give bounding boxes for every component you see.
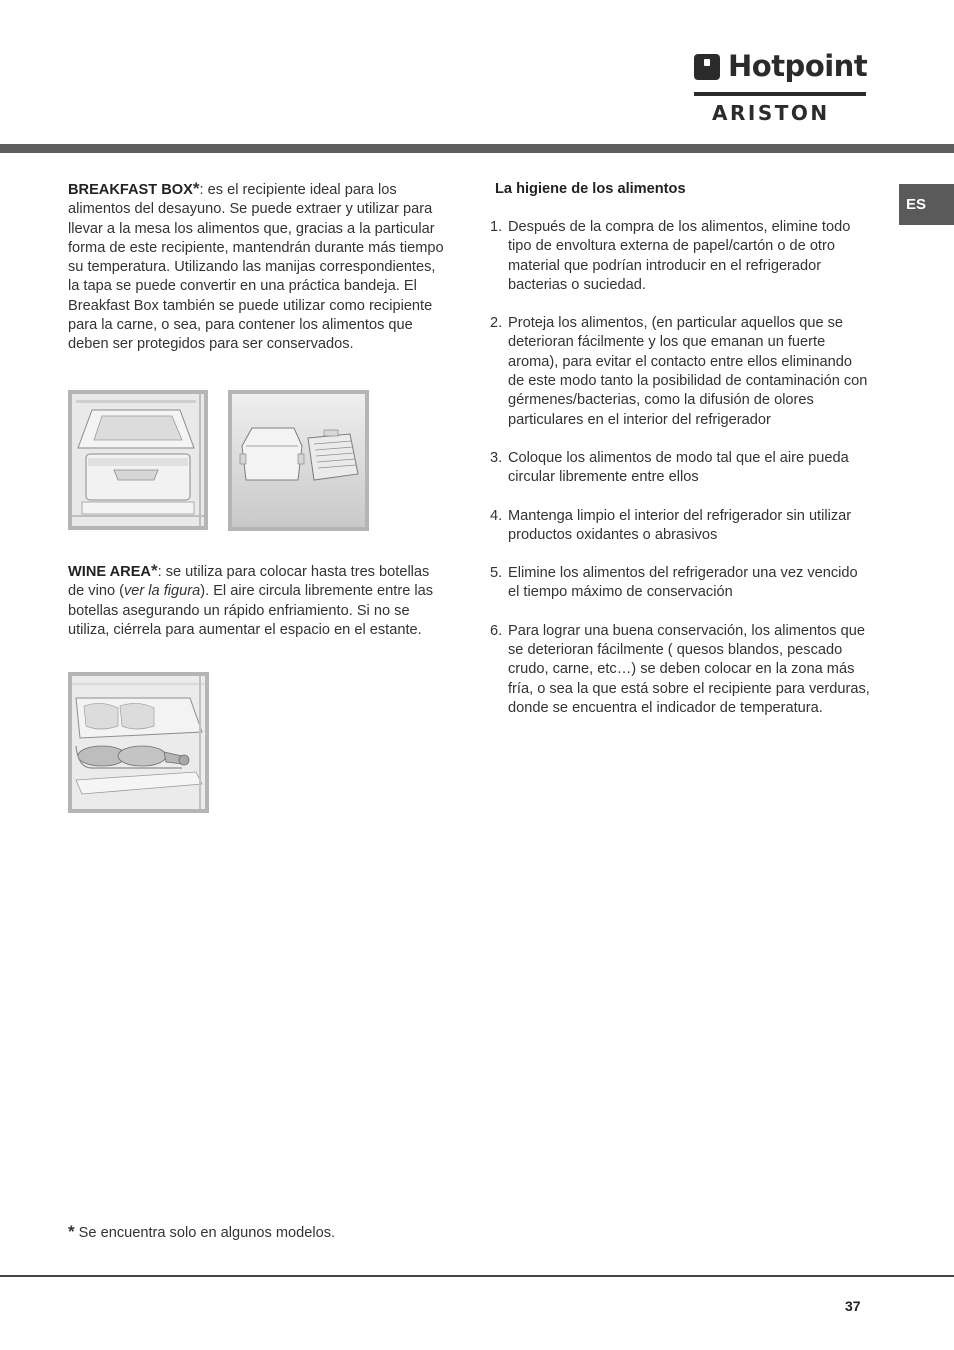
- list-item-text: Después de la compra de los alimentos, elimine todo tipo de envoltura externa de papel/cartón o de otro material que podrían introducir en el refrigerador bacterias o suciedad.: [508, 219, 851, 293]
- list-item-number: 4.: [490, 507, 503, 524]
- wine-area-text-before: : se utiliza para colocar hasta tres botellas de vino (: [68, 564, 430, 600]
- list-item-number: 3.: [490, 449, 503, 466]
- list-item: [490, 622, 870, 718]
- wine-area-paragraph: [68, 561, 448, 640]
- logo-rule: [694, 92, 866, 96]
- breakfast-box-figure: [68, 390, 208, 530]
- breakfast-box-title: BREAKFAST BOX: [68, 182, 193, 198]
- logo-subbrand: ARISTON: [712, 101, 830, 125]
- list-item: [490, 314, 870, 430]
- list-item-number: 2.: [490, 315, 503, 332]
- list-item-text: Para lograr una buena conservación, los alimentos que se deterioran fácilmente ( quesos blandos, pescado crudo, carne, etc…) se deben colocar en la zona más fría, o sea la que está sobre el recipiente para verduras, donde se encuentra el indicador de temperatura.: [508, 622, 870, 716]
- asterisk-mark: *: [150, 561, 158, 580]
- language-tab: ES: [899, 184, 954, 225]
- wine-area-text-after: ). El aire circula libremente entre las botellas asegurando un rápido enfriamiento. Si no se utiliza, ciérrela para aumentar el espacio en el estante.: [68, 583, 434, 638]
- list-item: [490, 218, 870, 295]
- asterisk-mark: *: [68, 1222, 75, 1241]
- list-item: [490, 564, 870, 603]
- page-number: 37: [845, 1298, 861, 1314]
- hygiene-list: [490, 218, 870, 718]
- list-item-text: Proteja los alimentos, (en particular aquellos que se deterioran fácilmente y los que emanan un fuerte aroma), para evitar el contacto entre ellos eliminando de este modo tanto la posibilidad de contaminación con gérmenes/bacterias, como la difusión de olores particulares en el interior del refrigerador: [508, 315, 868, 428]
- list-item-number: 5.: [490, 565, 503, 582]
- right-column: [490, 180, 870, 718]
- list-item-text: Elimine los alimentos del refrigerador una vez vencido el tiempo máximo de conservación: [508, 565, 858, 601]
- list-item: [490, 449, 870, 488]
- wine-area-title: WINE AREA: [68, 564, 151, 580]
- list-item: [490, 507, 870, 546]
- footer-rule: [0, 1275, 954, 1277]
- list-item-text: Mantenga limpio el interior del refrigerador sin utilizar productos oxidantes o abrasivos: [508, 507, 852, 543]
- list-item-number: 6.: [490, 622, 503, 639]
- breakfast-box-paragraph: [68, 179, 448, 355]
- wine-area-block: [68, 561, 448, 640]
- breakfast-box-tray-figure: [228, 390, 369, 531]
- wine-area-figure-ref: ver la figura: [123, 583, 201, 600]
- left-column: [68, 179, 448, 355]
- hotpoint-ariston-logo: [694, 49, 869, 125]
- header-band: [0, 144, 954, 153]
- breakfast-box-text: : es el recipiente ideal para los alimentos del desayuno. Se puede extraer y utilizar para llevar a la mesa los alimentos que, gracias a la particular forma de este recipiente, mantendrán durante más tiempo su temperatura. Utilizando las manijas correspondientes, la tapa se puede convertir en una práctica bandeja. El Breakfast Box también se puede utilizar como recipiente para la carne, o sea, para contener los alimentos que deben ser protegidos para ser conservados.: [68, 182, 444, 353]
- section-heading: La higiene de los alimentos: [495, 181, 686, 197]
- footnote: [68, 1222, 335, 1243]
- footnote-text: Se encuentra solo en algunos modelos.: [74, 1225, 336, 1241]
- list-item-number: 1.: [490, 219, 503, 235]
- wine-area-figure: [68, 672, 209, 813]
- logo-wordmark: Hotpoint: [728, 49, 868, 83]
- logo-mark-icon: [694, 54, 720, 80]
- list-item-text: Coloque los alimentos de modo tal que el aire pueda circular libremente entre ellos: [508, 449, 849, 486]
- asterisk-mark: *: [192, 179, 200, 198]
